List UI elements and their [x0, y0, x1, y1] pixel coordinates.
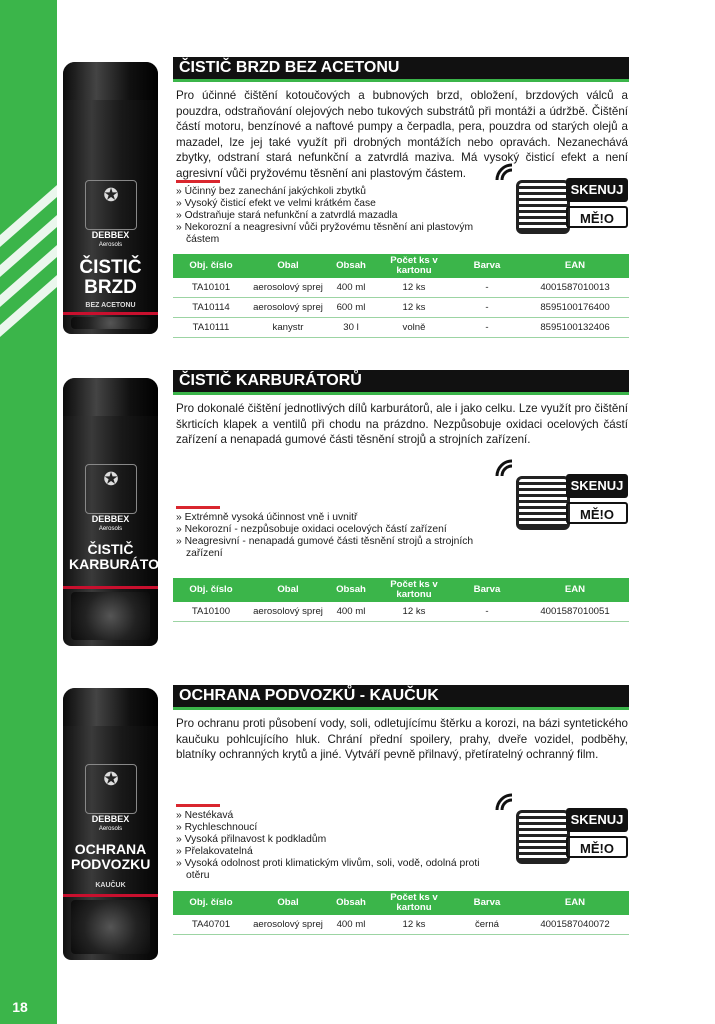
qr-code-icon — [516, 476, 570, 530]
feature-item: » Účinný bez zanechání jakýchkoli zbytků — [176, 186, 486, 198]
feature-item: » Neagresivní - nenapadá gumové části těsnění strojů a strojních zařízení — [176, 536, 486, 560]
col-header: Obal — [249, 578, 327, 602]
section-heading: OCHRANA PODVOZKŮ - KAUČUK — [173, 685, 629, 707]
feature-item: » Nekorozní a neagresivní vůči pryžovému těsnění ani plastovým částem — [176, 222, 486, 246]
feature-list — [176, 810, 486, 882]
col-header: Barva — [453, 254, 521, 278]
product-can-image — [63, 378, 180, 646]
cell-ean: 4001587040072 — [521, 915, 629, 935]
product-can-image — [63, 688, 158, 960]
product-table — [173, 254, 629, 338]
col-header: Obsah — [327, 578, 375, 602]
red-separator — [176, 506, 220, 509]
cell-ean: 4001587010051 — [521, 602, 629, 622]
col-header: EAN — [521, 578, 629, 602]
section-heading: ČISTIČ BRZD BEZ ACETONU — [173, 57, 629, 79]
cell-count: volně — [375, 318, 453, 338]
cell-package: aerosolový sprej — [249, 915, 327, 935]
cell-ean: 8595100176400 — [521, 298, 629, 318]
qr-code-block[interactable] — [494, 458, 634, 546]
table-row — [173, 602, 629, 622]
meto-label: MĚ!O — [566, 206, 628, 228]
product-description: Pro ochranu proti působení vody, soli, odletujícímu štěrku a korozi, na bázi syntetického kaučuku pohlcujícího hluk. Chrání přední spoilery, prahy, dveře vozidel, podběhy, blatníky ochranných krytů a jiné. Vytváří pevně přilnavý, přetíratelný ochranný film. — [176, 717, 628, 762]
cell-color: - — [453, 278, 521, 298]
feature-item: » Přelakovatelná — [176, 846, 486, 858]
cell-ean: 8595100132406 — [521, 318, 629, 338]
feature-item: » Nestékavá — [176, 810, 486, 822]
skenuj-label: SKENUJ — [566, 178, 628, 202]
cell-count: 12 ks — [375, 278, 453, 298]
product-table — [173, 578, 629, 622]
col-header: Barva — [453, 578, 521, 602]
col-header: Obal — [249, 254, 327, 278]
cell-code: TA40701 — [173, 915, 249, 935]
product-description: Pro dokonalé čištění jednotlivých dílů karburátorů, ale i jako celku. Lze využít pro čištění škrticích klapek a ventilů při chodu na prázdno. Nezpůsobuje oxidaci ocelových částí zařízení a nenapadá gumové části těsnění strojů a strojních zařízení. — [176, 402, 628, 447]
debbex-logo: ✪ — [85, 464, 137, 514]
can-brand-sub: Aerosols — [98, 242, 123, 248]
qr-code-block[interactable] — [494, 162, 634, 250]
product-table — [173, 891, 629, 935]
can-title: ČISTIČ BRZD — [79, 257, 142, 298]
table-row — [173, 278, 629, 298]
feature-list — [176, 186, 486, 246]
cell-count: 12 ks — [375, 915, 453, 935]
cell-code: TA10114 — [173, 298, 249, 318]
table-row — [173, 318, 629, 338]
col-header: Obsah — [327, 891, 375, 915]
feature-list — [176, 512, 486, 560]
can-title: ČISTIČ KARBURÁTORŮ — [69, 541, 180, 572]
can-brand: DEBBEX — [91, 814, 130, 824]
skenuj-label: SKENUJ — [566, 474, 628, 498]
cell-package: aerosolový sprej — [249, 278, 327, 298]
page-number: 18 — [0, 990, 40, 1024]
cell-package: aerosolový sprej — [249, 602, 327, 622]
col-header: Obj. číslo — [173, 578, 249, 602]
debbex-logo: ✪ — [85, 764, 137, 814]
col-header: Obj. číslo — [173, 891, 249, 915]
red-separator — [176, 804, 220, 807]
red-separator — [176, 180, 220, 183]
left-green-band — [0, 0, 57, 1024]
cell-color: - — [453, 602, 521, 622]
col-header: EAN — [521, 254, 629, 278]
meto-label: MĚ!O — [566, 836, 628, 858]
can-title: OCHRANA PODVOZKU — [71, 841, 151, 872]
feature-item: » Vysoký čisticí efekt ve velmi krátkém čase — [176, 198, 486, 210]
cell-count: 12 ks — [375, 602, 453, 622]
feature-item: » Vysoká přilnavost k podkladům — [176, 834, 486, 846]
cell-volume: 400 ml — [327, 602, 375, 622]
table-row — [173, 915, 629, 935]
can-subtitle: KAUČUK — [95, 882, 126, 889]
feature-item: » Odstraňuje stará nefunkční a zatvrdlá mazadla — [176, 210, 486, 222]
feature-item: » Extrémně vysoká účinnost vně i uvnitř — [176, 512, 486, 524]
section-heading: ČISTIČ KARBURÁTORŮ — [173, 370, 629, 392]
col-header: Obal — [249, 891, 327, 915]
cell-volume: 400 ml — [327, 915, 375, 935]
col-header: Počet ks v kartonu — [375, 891, 453, 915]
cell-package: kanystr — [249, 318, 327, 338]
can-brand: DEBBEX — [91, 230, 130, 240]
cell-package: aerosolový sprej — [249, 298, 327, 318]
qr-code-icon — [516, 810, 570, 864]
cell-volume: 400 ml — [327, 278, 375, 298]
product-can-image — [63, 62, 158, 334]
cell-color: - — [453, 298, 521, 318]
can-brand-sub: Aerosols — [98, 826, 123, 832]
qr-code-block[interactable] — [494, 792, 634, 880]
feature-item: » Nekorozní - nezpůsobuje oxidaci ocelových částí zařízení — [176, 524, 486, 536]
col-header: EAN — [521, 891, 629, 915]
feature-item: » Vysoká odolnost proti klimatickým vlivům, soli, vodě, odolná proti otěru — [176, 858, 486, 882]
cell-count: 12 ks — [375, 298, 453, 318]
decorative-stripes — [0, 175, 57, 395]
product-description: Pro účinné čištění kotoučových a bubnových brzd, obložení, brzdových válců a pouzdra, odstraňování olejových nebo tukových substrátů při montáži a údržbě. Čištění částí motoru, benzínové a naftové pumpy a čerpadla, pera, pouzdra od starých olejů a mazadel, lze jej také využít při drobných montážích nebo opravách. Nezanechává zbytky, odstraní stará nefunkční a zatvrdlá maziva. Má vysoký čisticí efekt a není agresivní vůči pryžovému těsnění ani plastovým částem. — [176, 89, 628, 180]
can-subtitle: BEZ ACETONU — [85, 302, 136, 309]
cell-code: TA10101 — [173, 278, 249, 298]
col-header: Barva — [453, 891, 521, 915]
cell-ean: 4001587010013 — [521, 278, 629, 298]
can-brand-sub: Aerosols — [98, 526, 123, 532]
meto-label: MĚ!O — [566, 502, 628, 524]
col-header: Obsah — [327, 254, 375, 278]
can-brand: DEBBEX — [91, 514, 130, 524]
cell-volume: 30 l — [327, 318, 375, 338]
cell-code: TA10100 — [173, 602, 249, 622]
skenuj-label: SKENUJ — [566, 808, 628, 832]
qr-code-icon — [516, 180, 570, 234]
cell-volume: 600 ml — [327, 298, 375, 318]
table-row — [173, 298, 629, 318]
debbex-logo: ✪ — [85, 180, 137, 230]
feature-item: » Rychleschnoucí — [176, 822, 486, 834]
col-header: Počet ks v kartonu — [375, 254, 453, 278]
cell-code: TA10111 — [173, 318, 249, 338]
cell-color: - — [453, 318, 521, 338]
col-header: Obj. číslo — [173, 254, 249, 278]
col-header: Počet ks v kartonu — [375, 578, 453, 602]
cell-color: černá — [453, 915, 521, 935]
